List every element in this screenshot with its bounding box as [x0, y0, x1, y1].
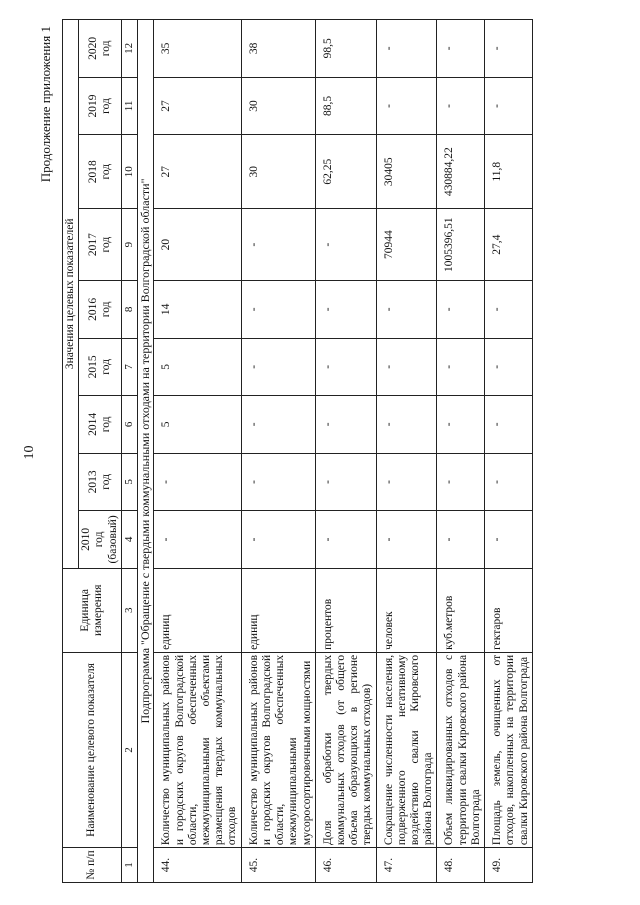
indicator-value: - [437, 77, 485, 135]
indicator-value: - [485, 77, 533, 135]
indicator-value: 11,8 [485, 135, 533, 209]
indicator-value: - [315, 453, 376, 511]
table-row [437, 20, 485, 883]
indicator-value: - [241, 338, 315, 396]
indicator-unit: гектаров [485, 568, 533, 652]
subprogram-title: Подпрограмма "Обращение с твердыми коммунальными отходами на территории Волгоградской области" [137, 20, 154, 883]
indicator-unit: единиц [241, 568, 315, 652]
column-number: 1 [121, 848, 137, 883]
year-value: 2013 [86, 470, 99, 494]
indicator-value: - [315, 281, 376, 339]
header-year-2016 [79, 281, 122, 339]
year-label: год [100, 359, 113, 375]
indicator-unit: единиц [154, 568, 241, 652]
year-label: год [100, 40, 113, 57]
header-year-2019 [79, 77, 122, 135]
row-number: 44. [154, 848, 241, 883]
table-row [315, 20, 376, 883]
indicator-value: - [437, 511, 485, 569]
year-value: 2019 [86, 94, 99, 118]
year-value: 2017 [86, 233, 99, 257]
column-number: 11 [121, 77, 137, 135]
indicator-value: - [376, 281, 437, 339]
subprogram-row [137, 20, 154, 883]
column-number: 4 [121, 511, 137, 569]
indicator-value: 27 [154, 135, 241, 209]
indicator-value: 62,25 [315, 135, 376, 209]
continuation-note: Продолжение приложения 1 [38, 26, 53, 183]
indicator-value: 98,5 [315, 20, 376, 78]
header-row-1 [63, 20, 79, 883]
indicator-value: 27 [154, 77, 241, 135]
indicator-value: - [376, 338, 437, 396]
year-note: (базовый) [106, 515, 119, 564]
indicator-name: Доля обработки твердых коммунальных отходов (от общего объема образующихся в регионе твердых коммунальных отходов) [315, 652, 376, 847]
header-year-2020 [79, 20, 122, 78]
indicator-value: 30405 [376, 135, 437, 209]
indicator-name: Количество муниципальных районов и городских округов Волгоградской области, обеспеченных межмуниципальными объектами размещения твердых коммунальных отходов [154, 652, 241, 847]
year-value: 2015 [86, 355, 99, 379]
column-number: 7 [121, 338, 137, 396]
indicator-value: - [485, 396, 533, 454]
year-value: 2010 [80, 527, 93, 551]
indicator-value: - [485, 511, 533, 569]
indicator-value: - [437, 338, 485, 396]
indicator-name: Сокращение численности населения, подверженного негативному воздействию свалки Кировского района Волгограда [376, 652, 437, 847]
row-number: 45. [241, 848, 315, 883]
indicator-value: 38 [241, 20, 315, 78]
indicator-value: - [241, 453, 315, 511]
indicator-value: - [376, 511, 437, 569]
indicator-value: - [376, 396, 437, 454]
indicator-value: - [437, 453, 485, 511]
indicator-unit: куб.метров [437, 568, 485, 652]
column-number: 12 [121, 20, 137, 78]
row-number: 46. [315, 848, 376, 883]
header-name: Наименование целевого показателя [63, 652, 122, 847]
table-body [154, 20, 532, 883]
header-values-group: Значения целевых показателей [63, 20, 79, 569]
indicator-value: 88,5 [315, 77, 376, 135]
indicator-value: 30 [241, 77, 315, 135]
header-num: № п/п [63, 848, 122, 883]
year-value: 2020 [86, 36, 99, 60]
year-label: год [100, 474, 113, 490]
table-row [485, 20, 533, 883]
indicator-value: 30 [241, 135, 315, 209]
row-number: 48. [437, 848, 485, 883]
table-row [241, 20, 315, 883]
indicator-value: - [241, 396, 315, 454]
indicator-value: - [241, 209, 315, 281]
indicator-value: - [485, 338, 533, 396]
column-number: 3 [121, 568, 137, 652]
indicators-table [62, 19, 533, 883]
column-number: 10 [121, 135, 137, 209]
indicator-value: - [315, 209, 376, 281]
indicator-value: - [485, 453, 533, 511]
column-number: 2 [121, 652, 137, 847]
indicator-value: - [376, 77, 437, 135]
header-year-2014 [79, 396, 122, 454]
indicator-name: Площадь земель, очищенных от отходов, накопленных на территории свалки Кировского района Волгограда [485, 652, 533, 847]
year-label: год [100, 301, 113, 318]
year-value: 2018 [86, 160, 99, 184]
year-value: 2016 [86, 297, 99, 321]
indicator-value: - [315, 511, 376, 569]
header-year-2010 [79, 511, 122, 569]
column-numbers-row [121, 20, 137, 883]
indicator-value: 5 [154, 338, 241, 396]
indicator-value: - [485, 281, 533, 339]
year-label: год [100, 236, 113, 253]
page-number: 10 [22, 445, 37, 460]
indicator-value: - [315, 396, 376, 454]
header-unit: Единица измерения [63, 568, 122, 652]
header-year-2015 [79, 338, 122, 396]
indicator-value: - [437, 396, 485, 454]
indicator-value: 70944 [376, 209, 437, 281]
indicator-value: 1005396,51 [437, 209, 485, 281]
indicator-value: - [437, 281, 485, 339]
indicator-value: - [437, 20, 485, 78]
year-label: год [100, 98, 113, 114]
indicator-value: - [315, 338, 376, 396]
indicator-value: - [376, 453, 437, 511]
indicator-unit: человек [376, 568, 437, 652]
indicator-name: Количество муниципальных районов и городских округов Волгоградской области, обеспеченных межмуниципальными мусоросортировочными мощностями [241, 652, 315, 847]
indicator-value: - [485, 20, 533, 78]
column-number: 5 [121, 453, 137, 511]
indicator-value: - [154, 453, 241, 511]
table-row [376, 20, 437, 883]
indicator-unit: процентов [315, 568, 376, 652]
year-label: год [93, 531, 106, 548]
column-number: 6 [121, 396, 137, 454]
indicator-value: - [241, 281, 315, 339]
column-number: 8 [121, 281, 137, 339]
indicator-value: 27,4 [485, 209, 533, 281]
indicator-value: 35 [154, 20, 241, 78]
indicator-value: - [241, 511, 315, 569]
indicator-name: Объем ликвидированных отходов с территории свалки Кировского района Волгограда [437, 652, 485, 847]
row-number: 47. [376, 848, 437, 883]
year-value: 2014 [86, 412, 99, 436]
column-number: 9 [121, 209, 137, 281]
indicator-value: - [154, 511, 241, 569]
header-year-2018 [79, 135, 122, 209]
row-number: 49. [485, 848, 533, 883]
indicator-value: 430884,22 [437, 135, 485, 209]
year-label: год [100, 163, 113, 180]
indicator-value: - [376, 20, 437, 78]
header-year-2017 [79, 209, 122, 281]
indicator-value: 14 [154, 281, 241, 339]
year-label: год [100, 416, 113, 433]
header-year-2013 [79, 453, 122, 511]
indicator-value: 20 [154, 209, 241, 281]
table-row [154, 20, 241, 883]
indicator-value: 5 [154, 396, 241, 454]
